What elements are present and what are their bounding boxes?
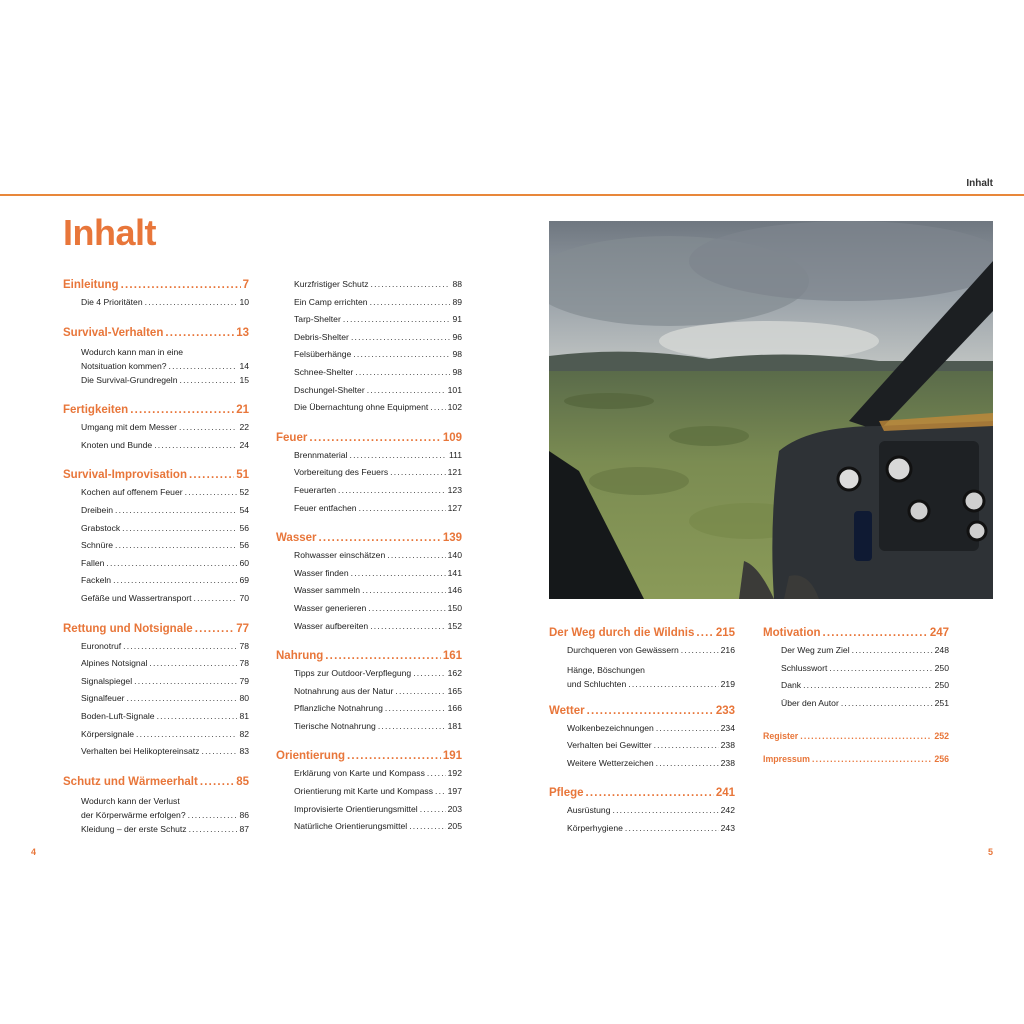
toc-entry[interactable]: Debris-Shelter ..... 96 <box>276 332 462 350</box>
toc-entry[interactable]: Tarp-Shelter ..... 91 <box>276 314 462 332</box>
toc-entry[interactable]: Fackeln ..... 69 <box>63 575 249 593</box>
toc-entry[interactable]: Euronotruf ..... 78 <box>63 641 249 659</box>
toc-entry[interactable]: Kochen auf offenem Feuer ..... 52 <box>63 487 249 505</box>
toc-entry[interactable]: Kurzfristiger Schutz ..... 88 <box>276 279 462 297</box>
toc-entry[interactable]: Feuerarten ..... 123 <box>276 485 462 503</box>
toc-entry[interactable]: Umgang mit dem Messer ..... 22 <box>63 422 249 440</box>
toc-entry[interactable]: Improvisierte Orientierungsmittel ..... 203 <box>276 804 462 822</box>
toc-entry[interactable]: Körpersignale ..... 82 <box>63 729 249 747</box>
toc-section[interactable]: Survival-Improvisation ..... 51 <box>63 469 249 487</box>
toc-section[interactable]: Feuer ..... 109 <box>276 432 462 450</box>
toc-entry[interactable]: Dank ..... 250 <box>763 680 949 698</box>
toc-entry[interactable]: Dreibein ..... 54 <box>63 505 249 523</box>
toc-entry[interactable]: Felsüberhänge ..... 98 <box>276 349 462 367</box>
toc-entry[interactable]: Kleidung – der erste Schutz ..... 87 <box>63 824 249 842</box>
toc-entry[interactable]: Alpines Notsignal ..... 78 <box>63 658 249 676</box>
toc-column-4 <box>763 627 949 771</box>
toc-entry[interactable]: Der Weg zum Ziel ..... 248 <box>763 645 949 663</box>
toc-section-register[interactable]: Register ..... 252 <box>763 731 949 748</box>
toc-entry[interactable]: Weitere Wetterzeichen ..... 238 <box>549 758 735 776</box>
toc-entry[interactable]: Gefäße und Wassertransport ..... 70 <box>63 593 249 611</box>
toc-entry[interactable]: Fallen ..... 60 <box>63 558 249 576</box>
toc-entry[interactable]: Schnee-Shelter ..... 98 <box>276 367 462 385</box>
toc-entry[interactable]: Boden-Luft-Signale ..... 81 <box>63 711 249 729</box>
toc-entry[interactable]: Verhalten bei Gewitter ..... 238 <box>549 740 735 758</box>
helicopter-cockpit-photo <box>549 221 993 599</box>
toc-section-impressum[interactable]: Impressum ..... 256 <box>763 754 949 771</box>
toc-column-2 <box>276 279 462 839</box>
toc-entry[interactable]: Grabstock ..... 56 <box>63 523 249 541</box>
toc-entry[interactable]: Die 4 Prioritäten ..... 10 <box>63 297 249 315</box>
toc-section[interactable]: Rettung und Notsignale ..... 77 <box>63 623 249 641</box>
header-rule <box>0 194 1024 196</box>
toc-entry[interactable]: Knoten und Bunde ..... 24 <box>63 440 249 458</box>
toc-column-1 <box>63 279 249 841</box>
toc-entry[interactable]: Tipps zur Outdoor-Verpflegung ..... 162 <box>276 668 462 686</box>
toc-entry[interactable]: Brennmaterial ..... 111 <box>276 450 462 468</box>
toc-entry[interactable]: Ausrüstung ..... 242 <box>549 805 735 823</box>
toc-entry[interactable]: Wasser sammeln ..... 146 <box>276 585 462 603</box>
page-number-right: 5 <box>987 847 993 857</box>
toc-entry[interactable]: Wodurch kann der Verlust der Körperwärme erfolgen? ..... 86 <box>63 794 249 822</box>
toc-entry[interactable]: Durchqueren von Gewässern ..... 216 <box>549 645 735 663</box>
toc-entry[interactable]: Pflanzliche Notnahrung ..... 166 <box>276 703 462 721</box>
toc-entry[interactable]: Körperhygiene ..... 243 <box>549 823 735 841</box>
toc-section[interactable]: Einleitung ..... 7 <box>63 279 249 297</box>
toc-entry[interactable]: Vorbereitung des Feuers ..... 121 <box>276 467 462 485</box>
toc-entry[interactable]: Feuer entfachen ..... 127 <box>276 503 462 521</box>
toc-section[interactable]: Der Weg durch die Wildnis ..... 215 <box>549 627 735 645</box>
toc-section[interactable]: Schutz und Wärmeerhalt ..... 85 <box>63 776 249 794</box>
toc-column-3 <box>549 627 735 841</box>
page-title: Inhalt <box>63 212 156 253</box>
toc-section[interactable]: Survival-Verhalten ..... 13 <box>63 327 249 345</box>
toc-section[interactable]: Orientierung ..... 191 <box>276 750 462 768</box>
toc-entry[interactable]: Wodurch kann man in eine Notsituation kommen? ..... 14 <box>63 345 249 373</box>
toc-entry[interactable]: Die Übernachtung ohne Equipment ..... 102 <box>276 402 462 420</box>
toc-entry[interactable]: Über den Autor ..... 251 <box>763 698 949 716</box>
toc-entry[interactable]: Natürliche Orientierungsmittel ..... 205 <box>276 821 462 839</box>
toc-entry[interactable]: Rohwasser einschätzen ..... 140 <box>276 550 462 568</box>
toc-section[interactable]: Fertigkeiten ..... 21 <box>63 404 249 422</box>
toc-entry[interactable]: Tierische Notnahrung ..... 181 <box>276 721 462 739</box>
toc-entry[interactable]: Verhalten bei Helikoptereinsatz ..... 83 <box>63 746 249 764</box>
toc-section[interactable]: Nahrung ..... 161 <box>276 650 462 668</box>
toc-entry[interactable]: Die Survival-Grundregeln ..... 15 <box>63 375 249 393</box>
toc-entry[interactable]: Schnüre ..... 56 <box>63 540 249 558</box>
toc-entry[interactable]: Erklärung von Karte und Kompass ..... 192 <box>276 768 462 786</box>
toc-section[interactable]: Motivation ..... 247 <box>763 627 949 645</box>
toc-entry[interactable]: Wolkenbezeichnungen ..... 234 <box>549 723 735 741</box>
toc-entry[interactable]: Ein Camp errichten ..... 89 <box>276 297 462 315</box>
toc-entry[interactable]: Signalfeuer ..... 80 <box>63 693 249 711</box>
toc-entry[interactable]: Wasser generieren ..... 150 <box>276 603 462 621</box>
toc-section[interactable]: Pflege ..... 241 <box>549 787 735 805</box>
page-number-left: 4 <box>31 847 37 857</box>
toc-entry[interactable]: Hänge, Böschungen und Schluchten ..... 219 <box>549 663 735 691</box>
toc-entry[interactable]: Notnahrung aus der Natur ..... 165 <box>276 686 462 704</box>
running-head: Inhalt <box>966 178 993 189</box>
toc-entry[interactable]: Dschungel-Shelter ..... 101 <box>276 385 462 403</box>
toc-entry[interactable]: Signalspiegel ..... 79 <box>63 676 249 694</box>
toc-section[interactable]: Wetter ..... 233 <box>549 705 735 723</box>
toc-entry[interactable]: Orientierung mit Karte und Kompass ..... 197 <box>276 786 462 804</box>
toc-entry[interactable]: Wasser finden ..... 141 <box>276 568 462 586</box>
toc-entry[interactable]: Wasser aufbereiten ..... 152 <box>276 621 462 639</box>
toc-section[interactable]: Wasser ..... 139 <box>276 532 462 550</box>
toc-entry[interactable]: Schlusswort ..... 250 <box>763 663 949 681</box>
